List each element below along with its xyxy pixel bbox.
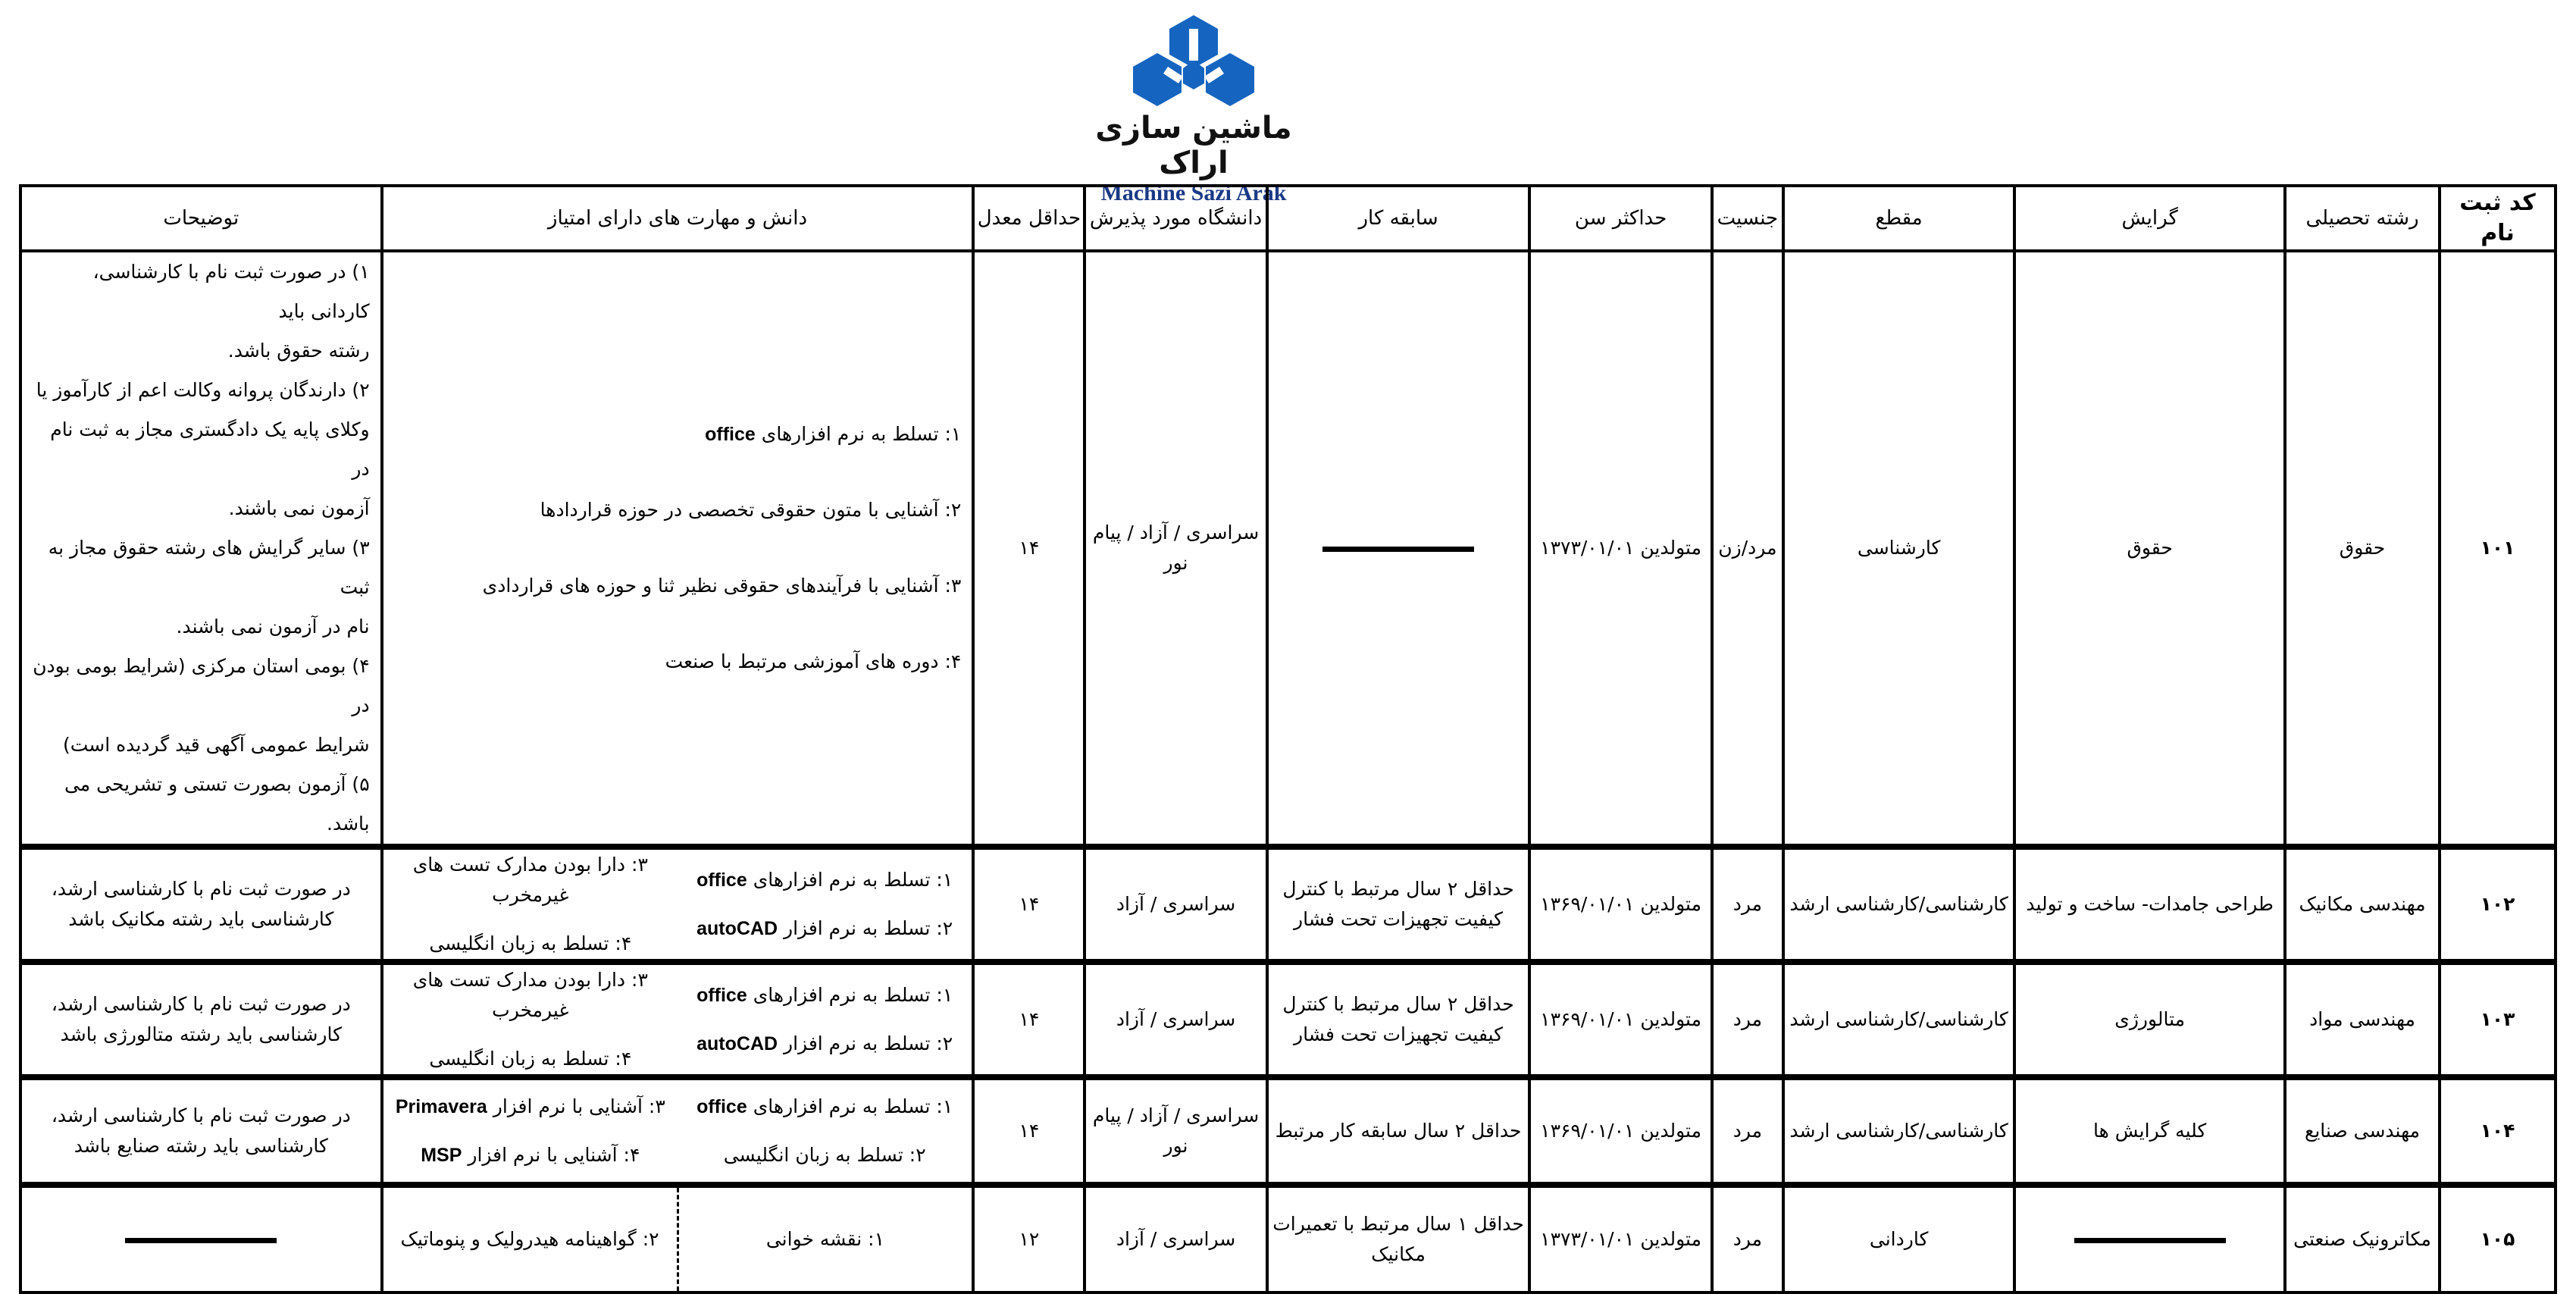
- row-gender: مرد: [1712, 847, 1783, 962]
- header-field: رشته تحصیلی: [2285, 186, 2440, 251]
- note-line: ۴) بومی استان مرکزی (شرایط بومی بودن در: [33, 655, 370, 716]
- row-max-age: متولدین ۱۳۶۹/۰۱/۰۱: [1529, 1077, 1711, 1185]
- row-max-age: متولدین ۱۳۷۳/۰۱/۰۱: [1529, 1185, 1711, 1292]
- company-logo: [1080, 14, 1307, 205]
- skill-item: ۴: آشنایی با نرم افزار MSP: [421, 1144, 640, 1166]
- skill-item: ۱: تسلط به نرم افزارهای office: [696, 1095, 953, 1117]
- note-line: وکلای پایه یک دادگستری مجاز به ثبت نام در: [50, 418, 370, 480]
- skill-item: ۱: تسلط به نرم افزارهای office: [696, 869, 953, 891]
- header-orientation: گرایش: [2014, 186, 2285, 251]
- row-gpa: ۱۴: [973, 962, 1085, 1077]
- company-name-fa: ماشین سازی اراک: [1095, 111, 1292, 180]
- note-line: ۳) سایر گرایش های رشته حقوق مجاز به ثبت: [48, 537, 370, 598]
- table-row: [20, 1077, 2556, 1185]
- recruitment-table: [19, 184, 2557, 1294]
- table-row: [20, 251, 2556, 847]
- row-gpa: ۱۴: [973, 1077, 1085, 1185]
- header-level: مقطع: [1783, 186, 2014, 251]
- table-row: [20, 847, 2556, 962]
- row-orientation: حقوق: [2014, 251, 2285, 847]
- header-gender: جنسیت: [1712, 186, 1783, 251]
- row-field: مکاترونیک صنعتی: [2285, 1185, 2440, 1292]
- row-orientation: کلیه گرایش ها: [2014, 1077, 2285, 1185]
- skill-item: ۳: آشنایی با فرآیندهای حقوقی نظیر ثنا و حوزه های قراردادی: [482, 575, 962, 597]
- note-line: آزمون نمی باشند.: [228, 497, 370, 519]
- row-gpa: ۱۴: [973, 847, 1085, 962]
- header-notes: توضیحات: [20, 186, 382, 251]
- row-code: ۱۰۱: [2440, 251, 2556, 847]
- company-name-en: Machine Sazi Arak: [1100, 180, 1287, 205]
- skill-item: ۲: گواهینامه هیدرولیک و پنوماتیک: [400, 1228, 659, 1250]
- note-line: نام در آزمون نمی باشند.: [176, 616, 370, 638]
- row-level: کارشناسی/کارشناسی ارشد: [1783, 847, 2014, 962]
- row-level: کارشناسی/کارشناسی ارشد: [1783, 962, 2014, 1077]
- row-notes: در صورت ثبت نام با کارشناسی ارشد، کارشناسی باید رشته صنایع باشد: [20, 1077, 382, 1185]
- table-row: [20, 962, 2556, 1077]
- skill-item: ۴: تسلط به زبان انگلیسی: [429, 932, 632, 954]
- row-code: ۱۰۳: [2440, 962, 2556, 1077]
- empty-dash: [1322, 547, 1474, 552]
- row-max-age: متولدین ۱۳۶۹/۰۱/۰۱: [1529, 847, 1711, 962]
- row-experience: حداقل ۲ سال مرتبط با کنترل کیفیت تجهیزات تحت فشار: [1267, 847, 1530, 962]
- row-field: مهندسی صنایع: [2285, 1077, 2440, 1185]
- row-level: کارشناسی: [1783, 251, 2014, 847]
- row-max-age: متولدین ۱۳۷۳/۰۱/۰۱: [1529, 251, 1711, 847]
- row-code: ۱۰۵: [2440, 1185, 2556, 1292]
- skill-item: ۴: دوره های آموزشی مرتبط با صنعت: [665, 650, 962, 672]
- header-max-age: حداکثر سن: [1529, 186, 1711, 251]
- row-skills: [382, 962, 974, 1077]
- row-university: سراسری / آزاد / پیام نور: [1085, 1077, 1266, 1185]
- row-code: ۱۰۲: [2440, 847, 2556, 962]
- note-line: ۲) دارندگان پروانه وکالت اعم از کارآموز یا: [36, 379, 370, 401]
- skill-item: ۴: تسلط به زبان انگلیسی: [429, 1048, 632, 1070]
- header-min-gpa: حداقل معدل: [973, 186, 1085, 251]
- row-notes: در صورت ثبت نام با کارشناسی ارشد، کارشناسی باید رشته متالورژی باشد: [20, 962, 382, 1077]
- row-field: مهندسی مواد: [2285, 962, 2440, 1077]
- row-skills: [382, 1185, 974, 1292]
- row-orientation: طراحی جامدات- ساخت و تولید: [2014, 847, 2285, 962]
- empty-dash: [2074, 1238, 2226, 1243]
- row-skills: [382, 251, 974, 847]
- row-notes: [20, 251, 382, 847]
- row-field: مهندسی مکانیک: [2285, 847, 2440, 962]
- row-experience: حداقل ۲ سال سابقه کار مرتبط: [1267, 1077, 1530, 1185]
- row-gpa: ۱۲: [973, 1185, 1085, 1292]
- row-skills: [382, 1077, 974, 1185]
- skill-item: ۳: دارا بودن مدارک تست های غیرمخرب: [412, 969, 648, 1021]
- row-gender: مرد: [1712, 1185, 1783, 1292]
- skill-item: ۲: آشنایی با متون حقوقی تخصصی در حوزه قراردادها: [540, 499, 962, 521]
- skill-item: ۲: تسلط به نرم افزار autoCAD: [696, 917, 953, 939]
- note-line: ۱) در صورت ثبت نام با کارشناسی، کاردانی باید: [92, 261, 370, 322]
- row-gender: مرد/زن: [1712, 251, 1783, 847]
- note-line: شرایط عمومی آگهی قید گردیده است): [62, 734, 370, 756]
- skill-item: ۱: تسلط به نرم افزارهای office: [705, 423, 962, 445]
- row-university: سراسری / آزاد / پیام نور: [1085, 251, 1266, 847]
- empty-dash: [125, 1238, 277, 1243]
- row-level: کارشناسی/کارشناسی ارشد: [1783, 1077, 2014, 1185]
- row-field: حقوق: [2285, 251, 2440, 847]
- row-university: سراسری / آزاد: [1085, 847, 1266, 962]
- row-gpa: ۱۴: [973, 251, 1085, 847]
- skill-item: ۲: تسلط به زبان انگلیسی: [723, 1144, 926, 1166]
- note-line: ۵) آزمون بصورت تستی و تشریحی می باشد.: [64, 773, 370, 835]
- row-experience: حداقل ۲ سال مرتبط با کنترل کیفیت تجهیزات تحت فشار: [1267, 962, 1530, 1077]
- table-row: [20, 1185, 2556, 1292]
- row-code: ۱۰۴: [2440, 1077, 2556, 1185]
- row-university: سراسری / آزاد: [1085, 1185, 1266, 1292]
- row-level: کاردانی: [1783, 1185, 2014, 1292]
- header-skills: دانش و مهارت های دارای امتیاز: [382, 186, 974, 251]
- skill-item: ۱: نقشه خوانی: [765, 1228, 885, 1250]
- row-gender: مرد: [1712, 1077, 1783, 1185]
- row-gender: مرد: [1712, 962, 1783, 1077]
- header-experience: سابقه کار: [1267, 186, 1530, 251]
- row-notes: [20, 1185, 382, 1292]
- row-orientation: [2014, 1185, 2285, 1292]
- row-university: سراسری / آزاد: [1085, 962, 1266, 1077]
- row-skills: [382, 847, 974, 962]
- skill-item: ۳: دارا بودن مدارک تست های غیرمخرب: [412, 854, 648, 906]
- skill-item: ۱: تسلط به نرم افزارهای office: [696, 984, 953, 1006]
- row-orientation: متالورژی: [2014, 962, 2285, 1077]
- company-logo-emblem: [1125, 14, 1262, 114]
- header-code: کد ثبت نام: [2440, 186, 2556, 251]
- note-line: رشته حقوق باشد.: [227, 340, 370, 362]
- skill-item: ۳: آشنایی با نرم افزار Primavera: [395, 1095, 665, 1117]
- row-experience: حداقل ۱ سال مرتبط با تعمیرات مکانیک: [1267, 1185, 1530, 1292]
- table-header-row: [20, 186, 2556, 251]
- row-experience: [1267, 251, 1530, 847]
- header-university: دانشگاه مورد پذیرش: [1085, 186, 1266, 251]
- row-max-age: متولدین ۱۳۶۹/۰۱/۰۱: [1529, 962, 1711, 1077]
- skill-item: ۲: تسلط به نرم افزار autoCAD: [696, 1032, 953, 1054]
- row-notes: در صورت ثبت نام با کارشناسی ارشد، کارشناسی باید رشته مکانیک باشد: [20, 847, 382, 962]
